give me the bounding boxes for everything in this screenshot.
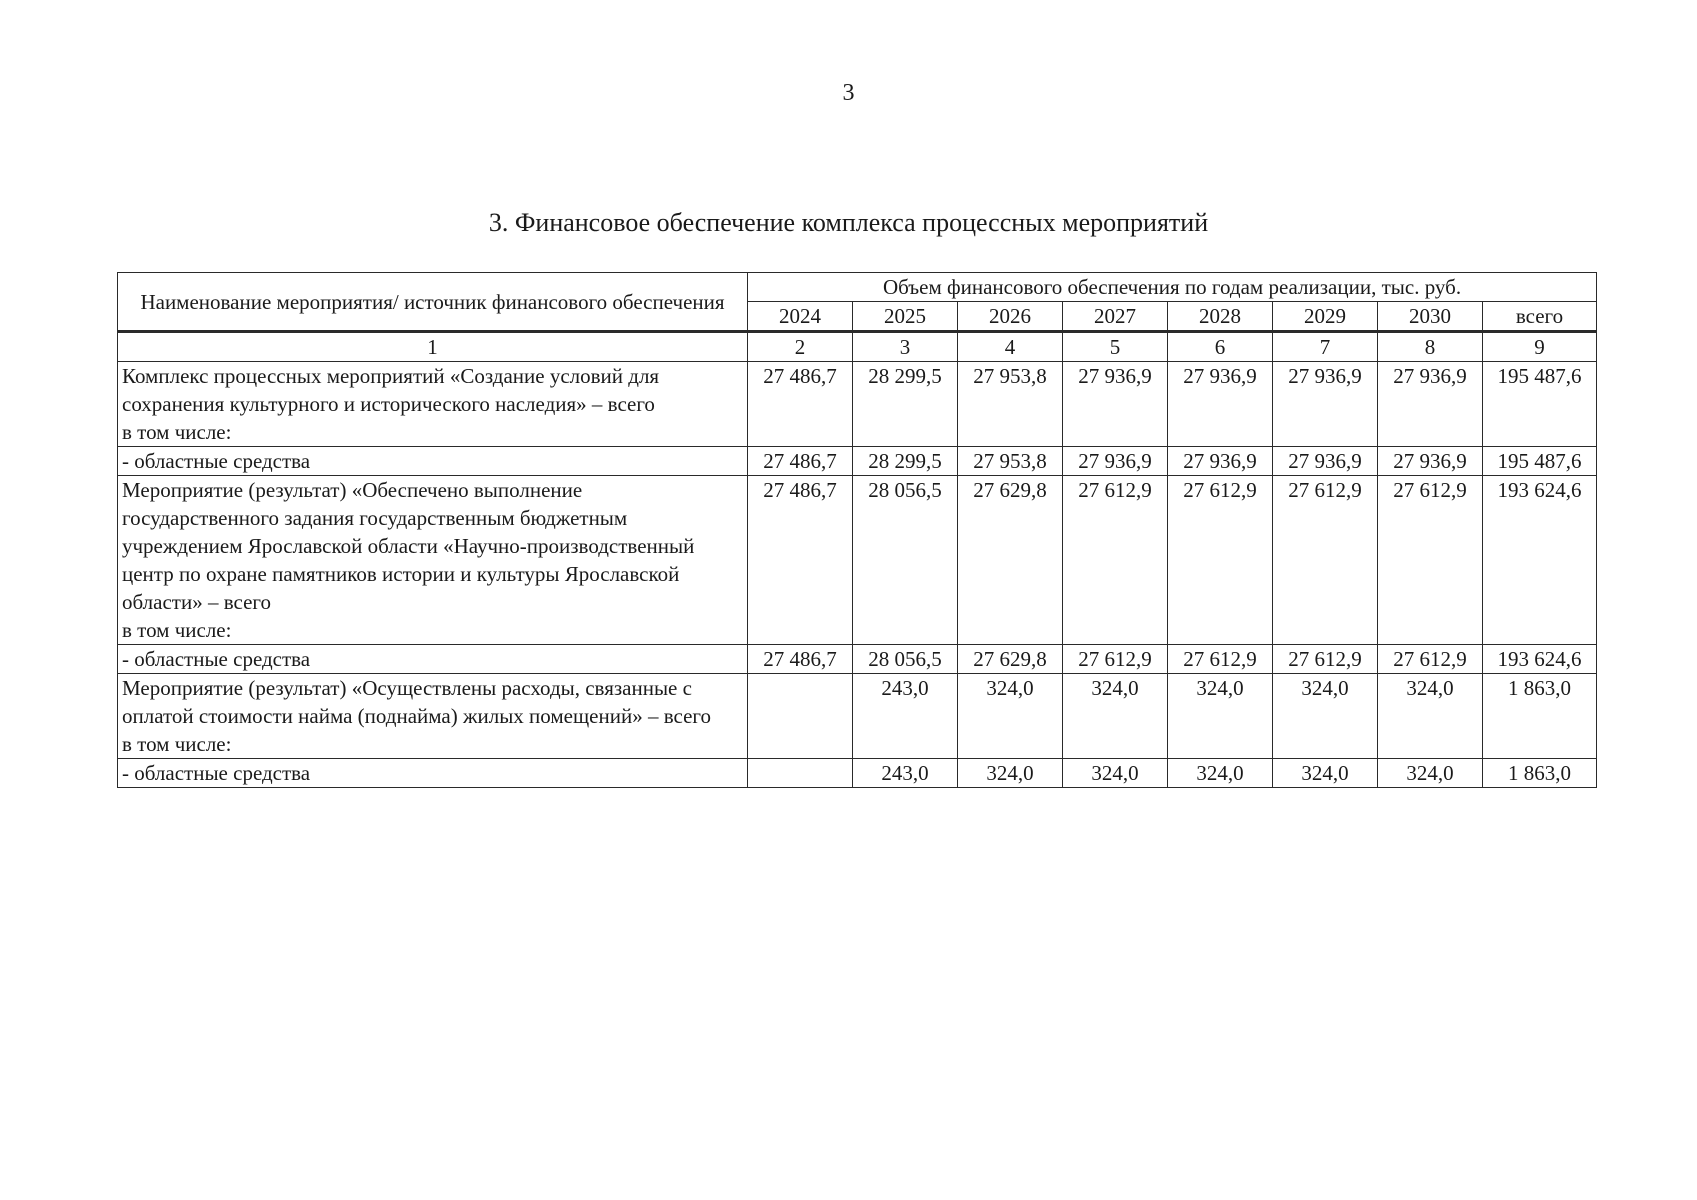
- row-name: Комплекс процессных мероприятий «Создание условий для сохранения культурного и исторического наследия» – всего в том числе:: [118, 362, 748, 447]
- header-year: 2028: [1168, 302, 1273, 332]
- row-name: Мероприятие (результат) «Обеспечено выполнение государственного задания государственным бюджетным учреждением Ярославской области «Научно-производственный центр по охране памятников истории и культуры Ярославской области» – всего в том числе:: [118, 476, 748, 645]
- cell-value: 27 953,8: [958, 362, 1063, 447]
- cell-value: 27 936,9: [1168, 362, 1273, 447]
- column-number: 6: [1168, 332, 1273, 362]
- table-row: [118, 645, 1597, 674]
- cell-value: 27 486,7: [748, 447, 853, 476]
- cell-value: 324,0: [1168, 759, 1273, 788]
- cell-value: 324,0: [1273, 674, 1378, 759]
- cell-total: 195 487,6: [1483, 362, 1597, 447]
- header-year: 2024: [748, 302, 853, 332]
- cell-value: 27 612,9: [1063, 476, 1168, 645]
- cell-total: 195 487,6: [1483, 447, 1597, 476]
- cell-value: 324,0: [1378, 674, 1483, 759]
- table-row: [118, 759, 1597, 788]
- cell-value: 27 936,9: [1063, 362, 1168, 447]
- row-name: Мероприятие (результат) «Осуществлены расходы, связанные с оплатой стоимости найма (поднайма) жилых помещений» – всего в том числе:: [118, 674, 748, 759]
- cell-value: [748, 674, 853, 759]
- cell-value: 324,0: [958, 759, 1063, 788]
- table-row: [118, 674, 1597, 759]
- cell-value: 27 612,9: [1378, 476, 1483, 645]
- cell-value: 27 612,9: [1168, 476, 1273, 645]
- table-row: [118, 362, 1597, 447]
- cell-total: 193 624,6: [1483, 645, 1597, 674]
- row-name: - областные средства: [118, 447, 748, 476]
- cell-value: 324,0: [1063, 759, 1168, 788]
- column-number: 5: [1063, 332, 1168, 362]
- cell-value: 243,0: [853, 759, 958, 788]
- column-number: 7: [1273, 332, 1378, 362]
- cell-total: 1 863,0: [1483, 674, 1597, 759]
- financing-table: [117, 272, 1597, 788]
- cell-value: [748, 759, 853, 788]
- row-name: - областные средства: [118, 645, 748, 674]
- document-title: 3. Финансовое обеспечение комплекса процессных мероприятий: [488, 208, 1209, 237]
- cell-value: 27 936,9: [1378, 362, 1483, 447]
- cell-value: 27 629,8: [958, 476, 1063, 645]
- cell-value: 27 612,9: [1063, 645, 1168, 674]
- cell-value: 28 299,5: [853, 447, 958, 476]
- column-number: 3: [853, 332, 958, 362]
- cell-value: 324,0: [958, 674, 1063, 759]
- cell-value: 27 629,8: [958, 645, 1063, 674]
- cell-value: 27 486,7: [748, 362, 853, 447]
- cell-value: 27 612,9: [1273, 476, 1378, 645]
- cell-value: 324,0: [1378, 759, 1483, 788]
- column-number: 9: [1483, 332, 1597, 362]
- table-row: [118, 447, 1597, 476]
- table-row: [118, 476, 1597, 645]
- cell-value: 27 486,7: [748, 645, 853, 674]
- row-name: - областные средства: [118, 759, 748, 788]
- cell-value: 28 056,5: [853, 645, 958, 674]
- cell-value: 27 612,9: [1168, 645, 1273, 674]
- cell-value: 27 936,9: [1378, 447, 1483, 476]
- header-year: 2030: [1378, 302, 1483, 332]
- cell-value: 324,0: [1273, 759, 1378, 788]
- cell-total: 1 863,0: [1483, 759, 1597, 788]
- cell-value: 27 612,9: [1273, 645, 1378, 674]
- cell-value: 28 056,5: [853, 476, 958, 645]
- column-number: 4: [958, 332, 1063, 362]
- cell-value: 324,0: [1063, 674, 1168, 759]
- cell-value: 243,0: [853, 674, 958, 759]
- column-number-row: [118, 332, 1597, 362]
- cell-value: 27 486,7: [748, 476, 853, 645]
- cell-value: 27 953,8: [958, 447, 1063, 476]
- column-number: 2: [748, 332, 853, 362]
- header-year: 2027: [1063, 302, 1168, 332]
- column-number: 1: [118, 332, 748, 362]
- cell-value: 27 936,9: [1273, 362, 1378, 447]
- cell-value: 28 299,5: [853, 362, 958, 447]
- cell-value: 27 936,9: [1168, 447, 1273, 476]
- cell-value: 27 936,9: [1273, 447, 1378, 476]
- header-total: всего: [1483, 302, 1597, 332]
- header-year: 2026: [958, 302, 1063, 332]
- header-year: 2025: [853, 302, 958, 332]
- page-number: 3: [842, 80, 855, 106]
- cell-value: 27 612,9: [1378, 645, 1483, 674]
- cell-value: 27 936,9: [1063, 447, 1168, 476]
- cell-total: 193 624,6: [1483, 476, 1597, 645]
- cell-value: 324,0: [1168, 674, 1273, 759]
- header-name-column: Наименование мероприятия/ источник финансового обеспечения: [118, 273, 748, 332]
- header-year: 2029: [1273, 302, 1378, 332]
- column-number: 8: [1378, 332, 1483, 362]
- header-volume-column: Объем финансового обеспечения по годам реализации, тыс. руб.: [748, 273, 1597, 302]
